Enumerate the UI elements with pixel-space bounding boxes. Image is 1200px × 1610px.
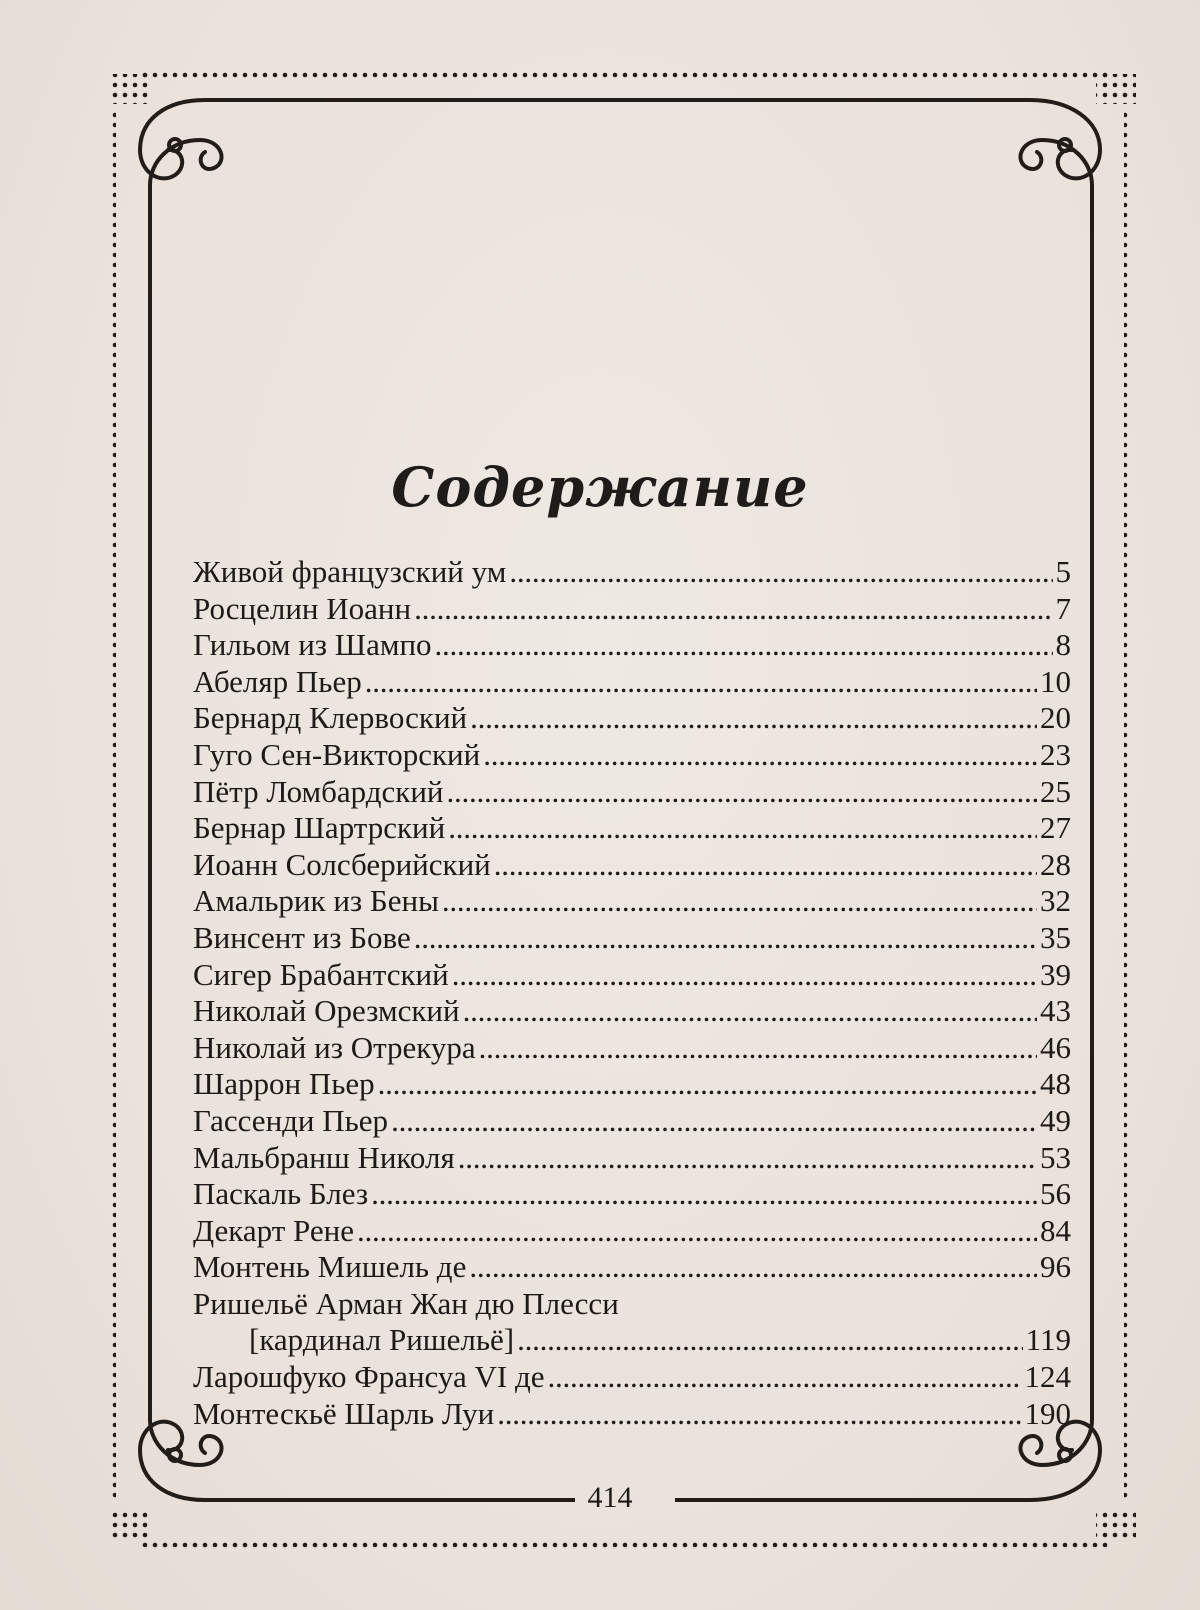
dot-leader xyxy=(448,810,1037,847)
toc-entry-title: Сигер Брабантский xyxy=(193,956,449,992)
toc-entry xyxy=(193,1176,1071,1213)
toc-entry-page: 8 xyxy=(1055,627,1071,663)
toc-entry xyxy=(193,1066,1071,1103)
dot-leader xyxy=(414,920,1037,957)
toc-entry-title: Росцелин Иоанн xyxy=(193,590,412,626)
toc-entry-page: 39 xyxy=(1040,956,1071,992)
toc-entry-title: Николай Орезмский xyxy=(193,993,460,1029)
toc-entry xyxy=(193,591,1071,628)
toc-entry-title: Гассенди Пьер xyxy=(193,1102,389,1138)
toc-entry-title: Гуго Сен-Викторский xyxy=(193,736,481,772)
toc-entry-title: Монтень Мишель де xyxy=(193,1249,467,1285)
toc-entry-page: 53 xyxy=(1040,1139,1071,1175)
toc-entry-title: Живой французский ум xyxy=(193,554,507,589)
toc-entry-title: Абеляр Пьер xyxy=(193,663,362,699)
dot-leader xyxy=(442,883,1037,920)
toc-entry xyxy=(193,1249,1071,1286)
toc-entry xyxy=(193,847,1071,884)
toc-entry xyxy=(193,1030,1071,1067)
table-of-contents xyxy=(193,554,1071,1432)
dot-leader xyxy=(479,1030,1037,1067)
dot-leader xyxy=(497,1396,1021,1433)
toc-entry-page: 28 xyxy=(1040,846,1071,882)
toc-entry-page: 43 xyxy=(1040,993,1071,1029)
toc-entry-title: [кардинал Ришельё] xyxy=(249,1322,515,1358)
dot-leader xyxy=(470,700,1037,737)
toc-entry-page: 20 xyxy=(1040,700,1071,736)
toc-entry-page: 124 xyxy=(1024,1359,1071,1395)
toc-entry xyxy=(193,1213,1071,1250)
dot-leader xyxy=(391,1103,1037,1140)
toc-entry-title: Бернар Шартрский xyxy=(193,810,446,846)
toc-entry-page: 46 xyxy=(1040,1029,1071,1065)
toc-entry-page: 96 xyxy=(1040,1249,1071,1285)
dot-leader xyxy=(435,627,1053,664)
toc-entry-title: Гильом из Шампо xyxy=(193,627,432,663)
toc-entry-title: Иоанн Солсберийский xyxy=(193,846,491,882)
toc-entry xyxy=(193,627,1071,664)
toc-entry xyxy=(193,774,1071,811)
dot-leader xyxy=(452,957,1037,994)
toc-entry xyxy=(193,1322,1071,1359)
toc-entry xyxy=(193,957,1071,994)
dot-leader xyxy=(414,591,1052,628)
dot-leader xyxy=(548,1359,1022,1396)
dot-leader xyxy=(494,847,1037,884)
toc-entry-title: Мальбранш Николя xyxy=(193,1139,455,1175)
toc-entry-page: 190 xyxy=(1024,1395,1071,1431)
toc-entry xyxy=(193,1396,1071,1433)
dot-leader xyxy=(357,1213,1037,1250)
toc-entry xyxy=(193,1359,1071,1396)
toc-entry xyxy=(193,664,1071,701)
dot-leader xyxy=(517,1322,1023,1359)
toc-entry-title: Ларошфуко Франсуа VI де xyxy=(193,1359,545,1395)
toc-entry-page: 32 xyxy=(1040,883,1071,919)
dot-leader xyxy=(371,1176,1037,1213)
dot-leader xyxy=(509,554,1052,591)
toc-entry xyxy=(193,810,1071,847)
toc-entry-title: Шаррон Пьер xyxy=(193,1066,375,1102)
toc-entry-title: Винсент из Бове xyxy=(193,919,411,955)
toc-entry xyxy=(193,1103,1071,1140)
toc-entry xyxy=(193,700,1071,737)
toc-entry-page: 10 xyxy=(1040,663,1071,699)
dot-leader xyxy=(463,993,1037,1030)
dot-leader xyxy=(483,737,1037,774)
toc-entry-page: 49 xyxy=(1040,1102,1071,1138)
toc-entry xyxy=(193,1140,1071,1177)
toc-entry xyxy=(193,993,1071,1030)
toc-entry xyxy=(193,554,1071,591)
dot-leader xyxy=(378,1066,1037,1103)
toc-entry-title: Монтескьё Шарль Луи xyxy=(193,1395,495,1431)
toc-entry-page: 27 xyxy=(1040,810,1071,846)
dot-leader xyxy=(447,774,1038,811)
toc-entry-page: 23 xyxy=(1040,736,1071,772)
toc-entry-page: 56 xyxy=(1040,1176,1071,1212)
toc-entry-title: Ришельё Арман Жан дю Плесси xyxy=(193,1285,619,1321)
dot-leader xyxy=(469,1249,1037,1286)
toc-entry xyxy=(193,920,1071,957)
toc-entry-page: 84 xyxy=(1040,1212,1071,1248)
toc-entry-page: 35 xyxy=(1040,919,1071,955)
page-title: Содержание xyxy=(391,455,809,519)
dot-leader xyxy=(458,1140,1037,1177)
toc-entry-page: 25 xyxy=(1040,773,1071,809)
toc-entry-title: Бернард Клервоский xyxy=(193,700,468,736)
toc-entry xyxy=(193,1286,1071,1323)
page-number: 414 xyxy=(587,1481,633,1514)
toc-entry-title: Амальрик из Бены xyxy=(193,883,439,919)
toc-entry-page: 48 xyxy=(1040,1066,1071,1102)
toc-entry-title: Декарт Рене xyxy=(193,1212,354,1248)
toc-entry-title: Пётр Ломбардский xyxy=(193,773,444,809)
toc-entry-page: 5 xyxy=(1055,554,1071,589)
toc-entry xyxy=(193,737,1071,774)
toc-entry xyxy=(193,883,1071,920)
toc-entry-title: Паскаль Блез xyxy=(193,1176,369,1212)
toc-entry-title: Николай из Отрекура xyxy=(193,1029,476,1065)
toc-entry-page: 7 xyxy=(1055,590,1071,626)
toc-entry-page: 119 xyxy=(1025,1322,1071,1358)
dot-leader xyxy=(365,664,1037,701)
